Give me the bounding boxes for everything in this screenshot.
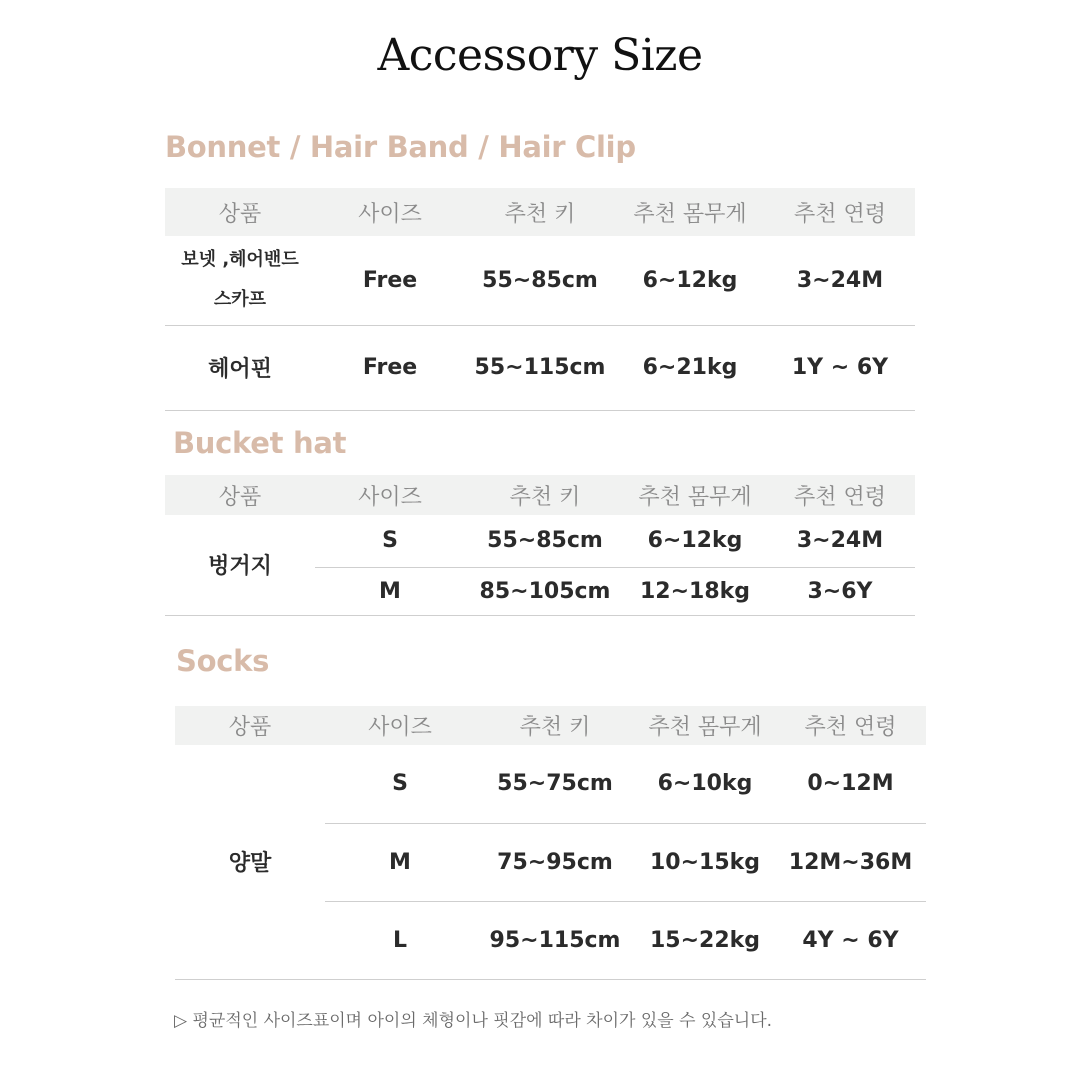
header-weight: 추천 몸무게 [615,188,765,236]
weight-cell: 10~15kg [635,823,775,901]
header-weight: 추천 몸무게 [635,706,775,745]
height-cell: 85~105cm [465,567,625,615]
table-header-row [175,706,926,745]
age-cell: 0~12M [775,745,926,823]
table-row [175,745,926,823]
age-cell: 3~6Y [765,567,915,615]
footnote: ▷ 평균적인 사이즈표이며 아이의 체형이나 핏감에 따라 차이가 있을 수 있습니다. [174,1011,773,1031]
age-cell: 1Y ~ 6Y [765,325,915,410]
header-height: 추천 키 [465,475,625,515]
table-row [165,325,915,410]
size-cell: M [315,567,465,615]
age-cell: 12M~36M [775,823,926,901]
page-title: Accessory Size [377,30,703,81]
table-header-row [165,475,915,515]
weight-cell: 15~22kg [635,901,775,979]
height-cell: 55~85cm [465,515,625,567]
header-size: 사이즈 [315,475,465,515]
bonnet-size-table [165,188,915,411]
product-cell [165,236,315,325]
product-name-line1: 보넷 ,헤어밴드 [181,249,299,271]
size-cell: M [325,823,475,901]
socks-size-table [175,706,926,980]
header-age: 추천 연령 [765,475,915,515]
section-title-bucket: Bucket hat [173,426,347,460]
weight-cell: 6~12kg [615,236,765,325]
size-cell: S [325,745,475,823]
size-cell: Free [315,236,465,325]
header-weight: 추천 몸무게 [625,475,765,515]
header-size: 사이즈 [315,188,465,236]
header-product: 상품 [175,706,325,745]
size-cell: Free [315,325,465,410]
header-height: 추천 키 [475,706,635,745]
weight-cell: 6~10kg [635,745,775,823]
header-size: 사이즈 [325,706,475,745]
age-cell: 3~24M [765,515,915,567]
weight-cell: 6~12kg [625,515,765,567]
age-cell: 4Y ~ 6Y [775,901,926,979]
height-cell: 95~115cm [475,901,635,979]
header-age: 추천 연령 [775,706,926,745]
table-header-row [165,188,915,236]
bucket-size-table [165,475,915,616]
header-product: 상품 [165,188,315,236]
weight-cell: 12~18kg [625,567,765,615]
product-cell: 벙거지 [165,515,315,615]
product-cell: 양말 [175,745,325,979]
size-cell: S [315,515,465,567]
header-height: 추천 키 [465,188,615,236]
header-age: 추천 연령 [765,188,915,236]
height-cell: 75~95cm [475,823,635,901]
age-cell: 3~24M [765,236,915,325]
height-cell: 55~75cm [475,745,635,823]
height-cell: 55~115cm [465,325,615,410]
height-cell: 55~85cm [465,236,615,325]
size-cell: L [325,901,475,979]
product-cell: 헤어핀 [165,325,315,410]
table-row [165,515,915,567]
section-title-bonnet: Bonnet / Hair Band / Hair Clip [165,130,636,164]
section-title-socks: Socks [176,644,270,678]
weight-cell: 6~21kg [615,325,765,410]
table-row [165,236,915,325]
product-name-line2: 스카프 [213,289,267,311]
header-product: 상품 [165,475,315,515]
